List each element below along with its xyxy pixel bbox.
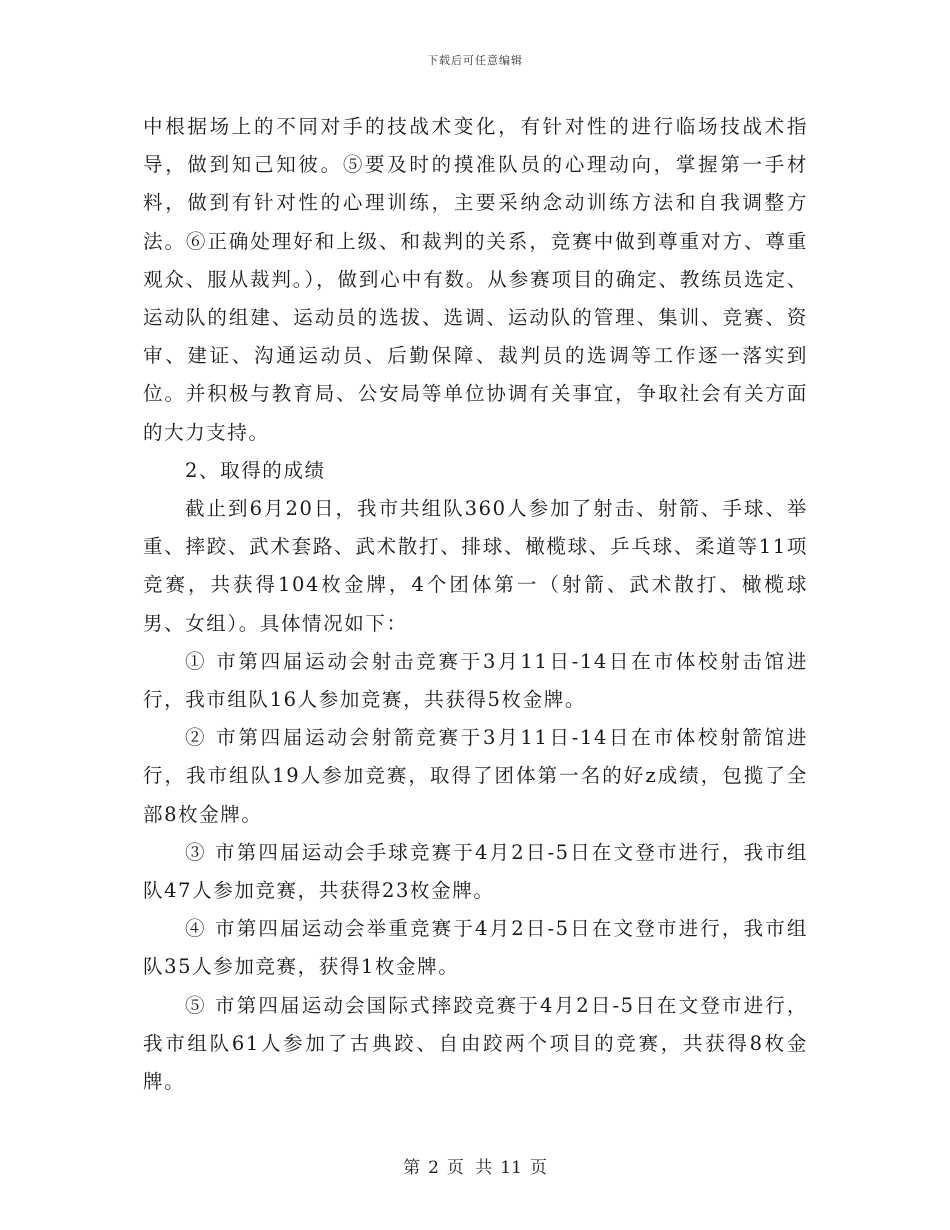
list-item-shooting: ① 市第四届运动会射击竞赛于3月11日-14日在市体校射击馆进行，我市组队16人参加竞赛，共获得5枚金牌。	[143, 649, 808, 712]
list-item-wrestling: ⑤ 市第四届运动会国际式摔跤竞赛于4月2日-5日在文登市进行，我市组队61人参加了古典跤、自由跤两个项目的竞赛，共获得8枚金牌。	[143, 993, 808, 1094]
list-item-weightlifting: ④ 市第四届运动会举重竞赛于4月2日-5日在文登市进行，我市组队35人参加竞赛，获得1枚金牌。	[143, 917, 808, 979]
footer-middle: 页 共	[446, 1158, 493, 1178]
footer-page-number: 2	[428, 1158, 439, 1178]
paragraph-continuation: 中根据场上的不同对手的技战术变化，有针对性的进行临场技战术指导，做到知己知彼。⑤要及时的摸准队员的心理动向，掌握第一手材料，做到有针对性的心理训练，主要采纳念动训练方法和自我调整方法。⑥正确处理好和上级、和裁判的关系，竞赛中做到尊重对方、尊重观众、服从裁判。），做到心中有数。从参赛项目的确定、教练员选定、运动队的组建、运动员的选拔、选调、运动队的管理、集训、竞赛、资审、建证、沟通运动员、后勤保障、裁判员的选调等工作逐一落实到位。并积极与教育局、公安局等单位协调有关事宜，争取社会有关方面的大力支持。	[143, 115, 808, 444]
footer-total-pages: 11	[500, 1158, 522, 1178]
page-footer	[0, 1153, 950, 1178]
list-item-handball: ③ 市第四届运动会手球竞赛于4月2日-5日在文登市进行，我市组队47人参加竞赛，共获得23枚金牌。	[143, 840, 808, 903]
page-header: 下载后可任意编辑	[427, 54, 523, 67]
section-heading-achievements: 2、取得的成绩	[185, 458, 326, 482]
list-item-archery: ② 市第四届运动会射箭竞赛于3月11日-14日在市体校射箭馆进行，我市组队19人参加竞赛，取得了团体第一名的好z成绩，包揽了全部8枚金牌。	[143, 726, 808, 826]
paragraph-summary: 截止到6月20日，我市共组队360人参加了射击、射箭、手球、举重、摔跤、武术套路、武术散打、排球、橄榄球、乒乓球、柔道等11项竞赛，共获得104枚金牌，4个团体第一（射箭、武术散打、橄榄球男、女组）。具体情况如下：	[143, 497, 808, 635]
footer-suffix: 页	[529, 1158, 547, 1178]
document-body	[143, 108, 808, 1101]
footer-prefix: 第	[403, 1158, 421, 1178]
